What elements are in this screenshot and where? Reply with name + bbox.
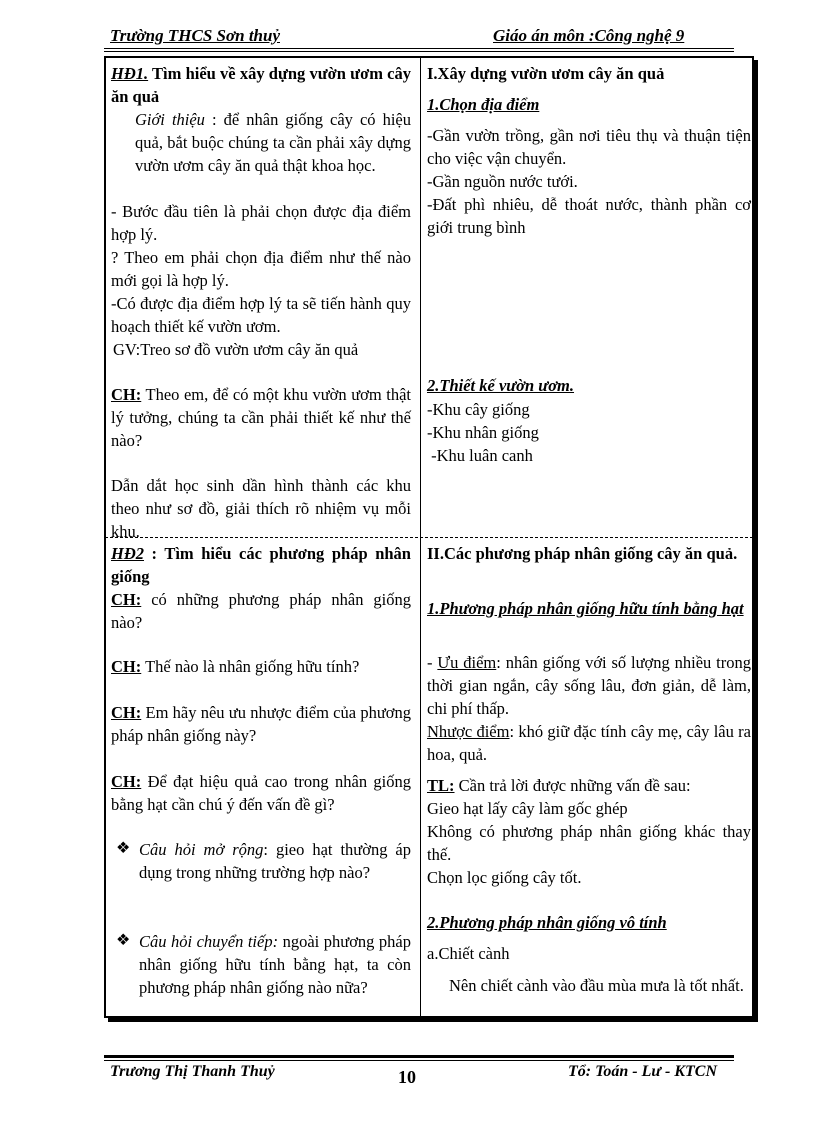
answer-label: TL: <box>427 776 455 795</box>
transition-question <box>139 930 411 999</box>
extension-question-label: Câu hỏi mở rộng <box>139 840 264 859</box>
ch-label: CH: <box>111 703 142 722</box>
extension-question <box>139 838 411 884</box>
footer-rule-2 <box>104 1060 734 1061</box>
header-subject: Giáo án môn :Công nghệ 9 <box>493 26 685 45</box>
question-1 <box>111 383 411 452</box>
section-2-subtitle: 2.Thiết kế vườn ươm. <box>427 376 575 395</box>
hd2-label: HĐ2 <box>111 544 144 563</box>
question-1-text: Theo em, để có một khu vườn ươm thật lý tưởng, chúng ta cần phải thiết kế như thế nào? <box>111 385 411 450</box>
hd2-block <box>111 542 411 588</box>
question-2 <box>111 588 411 634</box>
question-3 <box>111 655 411 678</box>
answer-text: Cần trả lời được những vấn đề sau: <box>454 776 691 795</box>
paragraph-2: ? Theo em phải chọn địa điểm như thế nào mới gọi là hợp lý. <box>111 248 411 290</box>
transition-question-text: ngoài phương pháp nhân giống hữu tính bằng hạt, ta còn phương pháp nhân giống nào nữa? <box>139 932 412 997</box>
intro-label: Giới thiệu <box>135 110 205 129</box>
disadvantages <box>427 720 751 766</box>
advantages-text: : nhân giống với số lượng nhiều trong thời gian ngắn, cây sống lâu, đơn giản, dễ làm, chi phí thấp. <box>427 653 751 718</box>
site-criteria-3: -Đất phì nhiêu, dễ thoát nước, thành phần cơ giới trung bình <box>427 195 751 237</box>
question-4-text: Em hãy nêu ưu nhược điểm của phương pháp nhân giống này? <box>111 703 411 745</box>
section-4-subtitle: 2.Phương pháp nhân giống vô tính <box>427 913 667 932</box>
method-a-note: Nên chiết cành vào đầu mùa mưa là tốt nhất. <box>449 976 744 995</box>
question-5-text: Để đạt hiệu quả cao trong nhân giống bằng hạt cần chú ý đến vấn đề gì? <box>111 772 411 814</box>
ch-label: CH: <box>111 657 142 676</box>
page-number: 10 <box>398 1067 416 1087</box>
answer-point-2: Không có phương pháp nhân giống khác thay thế. <box>427 822 751 864</box>
section-3-title: II.Các phương pháp nhân giống cây ăn quả. <box>427 544 738 563</box>
header-rule-2 <box>104 51 734 52</box>
question-4 <box>111 701 411 747</box>
ch-label: CH: <box>111 772 142 791</box>
zone-2: -Khu nhân giống <box>427 423 539 442</box>
disadvantages-label: Nhược điểm <box>427 722 510 741</box>
header-school: Trường THCS Sơn thuỷ <box>110 26 280 45</box>
section-3-subtitle: 1.Phương pháp nhân giống hữu tính bằng hạt <box>427 599 744 618</box>
paragraph-5: Dẫn dắt học sinh dần hình thành các khu theo như sơ đồ, giải thích rõ nhiệm vụ mỗi khu. <box>111 476 411 541</box>
zone-3: -Khu luân canh <box>427 446 533 465</box>
answer-point-3: Chọn lọc giống cây tốt. <box>427 868 582 887</box>
paragraph-1: - Bước đầu tiên là phải chọn được địa điểm hợp lý. <box>111 202 411 244</box>
hd2-title: : Tìm hiểu các phương pháp nhân giống <box>111 544 411 586</box>
hd1-label: HĐ1. <box>111 64 149 83</box>
disadvantages-text: : khó giữ đặc tính cây mẹ, cây lâu ra hoa, quả. <box>427 722 751 764</box>
diamond-bullet-icon: ❖ <box>116 840 131 857</box>
header-rule <box>104 48 734 49</box>
question-3-text: Thế nào là nhân giống hữu tính? <box>141 657 360 676</box>
diamond-bullet-icon: ❖ <box>116 932 131 949</box>
section-1-title: I.Xây dựng vườn ươm cây ăn quả <box>427 64 665 83</box>
site-criteria-2: -Gần nguồn nước tưới. <box>427 172 578 191</box>
hd1-title: Tìm hiểu về xây dựng vườn ươm cây ăn quả <box>111 64 411 106</box>
question-5 <box>111 770 411 816</box>
footer-rule <box>104 1055 734 1058</box>
answer-point-1: Gieo hạt lấy cây làm gốc ghép <box>427 799 628 818</box>
advantages: - Ưu điểm: nhân giống với số lượng nhiều trong thời gian ngắn, cây sống lâu, đơn giản, dễ làm, chi phí thấp. <box>427 653 751 718</box>
paragraph-3: -Có được địa điểm hợp lý ta sẽ tiến hành quy hoạch thiết kế vườn ươm. <box>111 294 411 336</box>
transition-question-label: Câu hỏi chuyển tiếp: <box>139 932 279 951</box>
question-2-text: có những phương pháp nhân giống nào? <box>111 590 411 632</box>
extension-question-text: : gieo hạt thường áp dụng trong những trường hợp nào? <box>139 840 411 882</box>
ch-label: CH: <box>111 385 142 404</box>
site-criteria-1: -Gần vườn trồng, gần nơi tiêu thụ và thuận tiện cho việc vận chuyển. <box>427 126 751 168</box>
footer-author: Trương Thị Thanh Thuỷ <box>110 1063 275 1080</box>
footer-department: Tổ: Toán - Lư - KTCN <box>568 1063 717 1080</box>
hd1-block <box>111 62 411 108</box>
zone-1: -Khu cây giống <box>427 400 530 419</box>
advantages-label: Ưu điểm <box>437 653 497 672</box>
method-a: a.Chiết cành <box>427 944 510 963</box>
paragraph-4: GV:Treo sơ đồ vườn ươm cây ăn quả <box>113 340 359 359</box>
ch-label: CH: <box>111 590 142 609</box>
intro-text: : để nhân giống cây có hiệu quả, bắt buộc chúng ta cần phải xây dựng vườn ươm cây ăn quả thật khoa học. <box>135 110 411 175</box>
intro-block <box>135 108 411 177</box>
section-1-subtitle: 1.Chọn địa điểm <box>427 95 540 114</box>
answer-block <box>427 774 751 797</box>
